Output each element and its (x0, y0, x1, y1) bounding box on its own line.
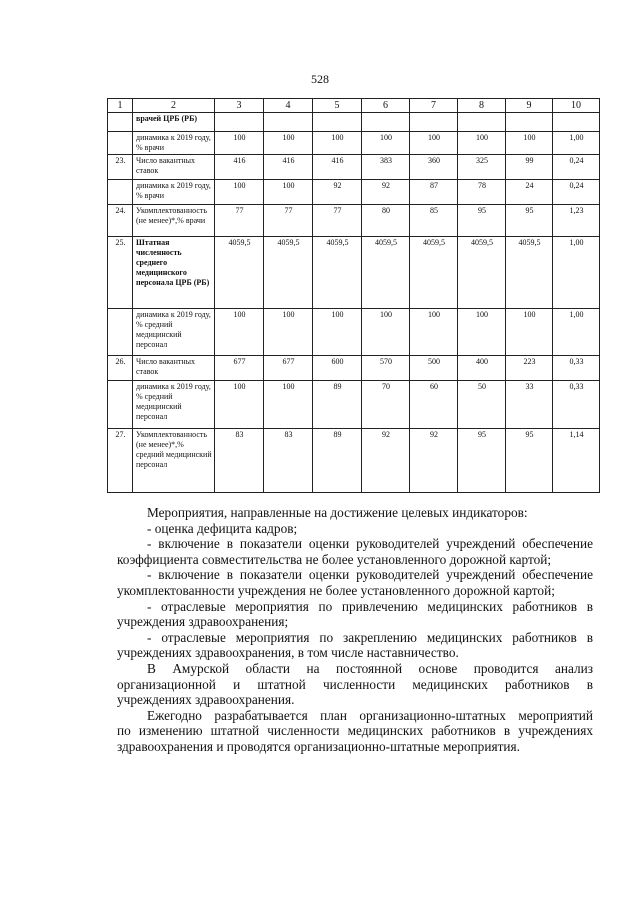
value-cell: 1,23 (553, 205, 600, 237)
table-row (108, 356, 600, 381)
row-number: 26. (108, 356, 133, 381)
row-number: 23. (108, 155, 133, 180)
value-cell: 325 (458, 155, 506, 180)
value-cell: 33 (506, 381, 553, 429)
value-cell: 92 (362, 180, 410, 205)
indicator-label: динамика к 2019 году, % средний медицинский персонал (133, 309, 215, 356)
paragraph: учреждениях здравоохранения, в том числе наставничество. (117, 645, 459, 661)
page-number: 528 (311, 72, 329, 86)
value-cell: 85 (410, 205, 458, 237)
value-cell: 4059,5 (215, 237, 264, 309)
value-cell: 0,33 (553, 381, 600, 429)
value-cell: 100 (264, 381, 313, 429)
value-cell: 24 (506, 180, 553, 205)
indicator-label: Укомплектованность (не менее)*,% средний медицинский персонал (133, 429, 215, 493)
value-cell: 100 (458, 309, 506, 356)
value-cell: 100 (215, 381, 264, 429)
value-cell: 70 (362, 381, 410, 429)
value-cell: 100 (506, 132, 553, 155)
paragraph: - оценка дефицита кадров; (147, 520, 298, 536)
value-cell: 100 (362, 309, 410, 356)
row-number: 27. (108, 429, 133, 493)
row-number (108, 132, 133, 155)
value-cell: 83 (215, 429, 264, 493)
header-cell: 2 (133, 99, 215, 113)
value-cell: 99 (506, 155, 553, 180)
row-number: 24. (108, 205, 133, 237)
value-cell: 89 (313, 381, 362, 429)
header-cell: 1 (108, 99, 133, 113)
value-cell: 600 (313, 356, 362, 381)
value-cell: 416 (264, 155, 313, 180)
value-cell: 223 (506, 356, 553, 381)
indicator-label: динамика к 2019 году, % врачи (133, 132, 215, 155)
value-cell: 95 (506, 205, 553, 237)
value-cell: 4059,5 (313, 237, 362, 309)
value-cell: 87 (410, 180, 458, 205)
table-row (108, 180, 600, 205)
body-text (117, 505, 593, 755)
value-cell: 100 (215, 132, 264, 155)
value-cell: 0,24 (553, 180, 600, 205)
value-cell: 100 (313, 132, 362, 155)
value-cell: 416 (215, 155, 264, 180)
value-cell: 60 (410, 381, 458, 429)
value-cell: 100 (506, 309, 553, 356)
value-cell: 95 (458, 205, 506, 237)
paragraph: коэффициента совместительства не более установленного дорожной картой; (117, 551, 552, 567)
value-cell: 1,00 (553, 237, 600, 309)
value-cell: 100 (410, 309, 458, 356)
header-cell: 9 (506, 99, 553, 113)
value-cell: 383 (362, 155, 410, 180)
value-cell: 1,00 (553, 309, 600, 356)
header-cell: 6 (362, 99, 410, 113)
header-cell: 7 (410, 99, 458, 113)
value-cell: 1,00 (553, 132, 600, 155)
paragraph: организационной и штатной численности медицинских работников в (117, 676, 593, 692)
paragraph: здравоохранения и проводятся организационно-штатные мероприятия. (117, 738, 520, 754)
value-cell: 77 (215, 205, 264, 237)
value-cell: 4059,5 (362, 237, 410, 309)
indicators-table (107, 98, 600, 493)
paragraph: учреждения здравоохранения; (117, 614, 289, 630)
value-cell: 0,33 (553, 356, 600, 381)
indicator-label: Число вакантных ставок (133, 356, 215, 381)
value-cell: 92 (313, 180, 362, 205)
value-cell: 92 (362, 429, 410, 493)
table-row (108, 381, 600, 429)
value-cell: 78 (458, 180, 506, 205)
paragraph: В Амурской области на постоянной основе проводится анализ (147, 660, 593, 676)
value-cell: 100 (264, 132, 313, 155)
section-label: врачей ЦРБ (РБ) (133, 113, 215, 132)
paragraph: - отраслевые мероприятия по закреплению медицинских работников в (147, 629, 593, 645)
paragraph: Ежегодно разрабатывается план организационно-штатных мероприятий (147, 707, 593, 723)
value-cell: 100 (264, 180, 313, 205)
value-cell: 95 (458, 429, 506, 493)
header-cell: 3 (215, 99, 264, 113)
header-cell: 5 (313, 99, 362, 113)
row-number (108, 381, 133, 429)
value-cell: 80 (362, 205, 410, 237)
value-cell: 400 (458, 356, 506, 381)
value-cell: 4059,5 (506, 237, 553, 309)
table-row (108, 132, 600, 155)
value-cell: 100 (313, 309, 362, 356)
table-row (108, 155, 600, 180)
header-cell: 8 (458, 99, 506, 113)
row-number: 25. (108, 237, 133, 309)
paragraph: - включение в показатели оценки руководителей учреждений обеспечение (147, 536, 593, 552)
table-row (108, 237, 600, 309)
value-cell: 100 (215, 309, 264, 356)
value-cell: 0,24 (553, 155, 600, 180)
value-cell: 50 (458, 381, 506, 429)
section-row (108, 113, 600, 132)
value-cell: 77 (264, 205, 313, 237)
value-cell: 570 (362, 356, 410, 381)
header-cell: 4 (264, 99, 313, 113)
paragraph: по изменению штатной численности медицинских работников в учреждениях (117, 723, 593, 739)
value-cell: 500 (410, 356, 458, 381)
value-cell: 83 (264, 429, 313, 493)
value-cell: 1,14 (553, 429, 600, 493)
value-cell: 100 (458, 132, 506, 155)
value-cell: 89 (313, 429, 362, 493)
table-row (108, 429, 600, 493)
value-cell: 4059,5 (410, 237, 458, 309)
indicator-label: динамика к 2019 году, % врачи (133, 180, 215, 205)
value-cell: 4059,5 (264, 237, 313, 309)
value-cell: 677 (264, 356, 313, 381)
table-header-row (108, 99, 600, 113)
value-cell: 4059,5 (458, 237, 506, 309)
value-cell: 100 (215, 180, 264, 205)
value-cell: 100 (410, 132, 458, 155)
indicator-label: динамика к 2019 году, % средний медицинский персонал (133, 381, 215, 429)
value-cell: 360 (410, 155, 458, 180)
value-cell: 100 (362, 132, 410, 155)
header-cell: 10 (553, 99, 600, 113)
row-number (108, 309, 133, 356)
row-number (108, 180, 133, 205)
table-row (108, 309, 600, 356)
value-cell: 92 (410, 429, 458, 493)
paragraph: учреждениях здравоохранения. (117, 692, 295, 708)
indicator-label: Укомплектованность (не менее)*,% врачи (133, 205, 215, 237)
paragraph: - включение в показатели оценки руководителей учреждений обеспечение (147, 567, 593, 583)
value-cell: 416 (313, 155, 362, 180)
value-cell: 95 (506, 429, 553, 493)
paragraph: Мероприятия, направленные на достижение целевых индикаторов: (147, 505, 528, 520)
paragraph: укомплектованности учреждения не более установленного дорожной картой; (117, 582, 555, 598)
indicator-label: Число вакантных ставок (133, 155, 215, 180)
paragraph: - отраслевые мероприятия по привлечению медицинских работников в (147, 598, 593, 614)
table-row (108, 205, 600, 237)
value-cell: 100 (264, 309, 313, 356)
value-cell: 677 (215, 356, 264, 381)
value-cell: 77 (313, 205, 362, 237)
indicator-label: Штатная численность среднего медицинского персонала ЦРБ (РБ) (133, 237, 215, 309)
